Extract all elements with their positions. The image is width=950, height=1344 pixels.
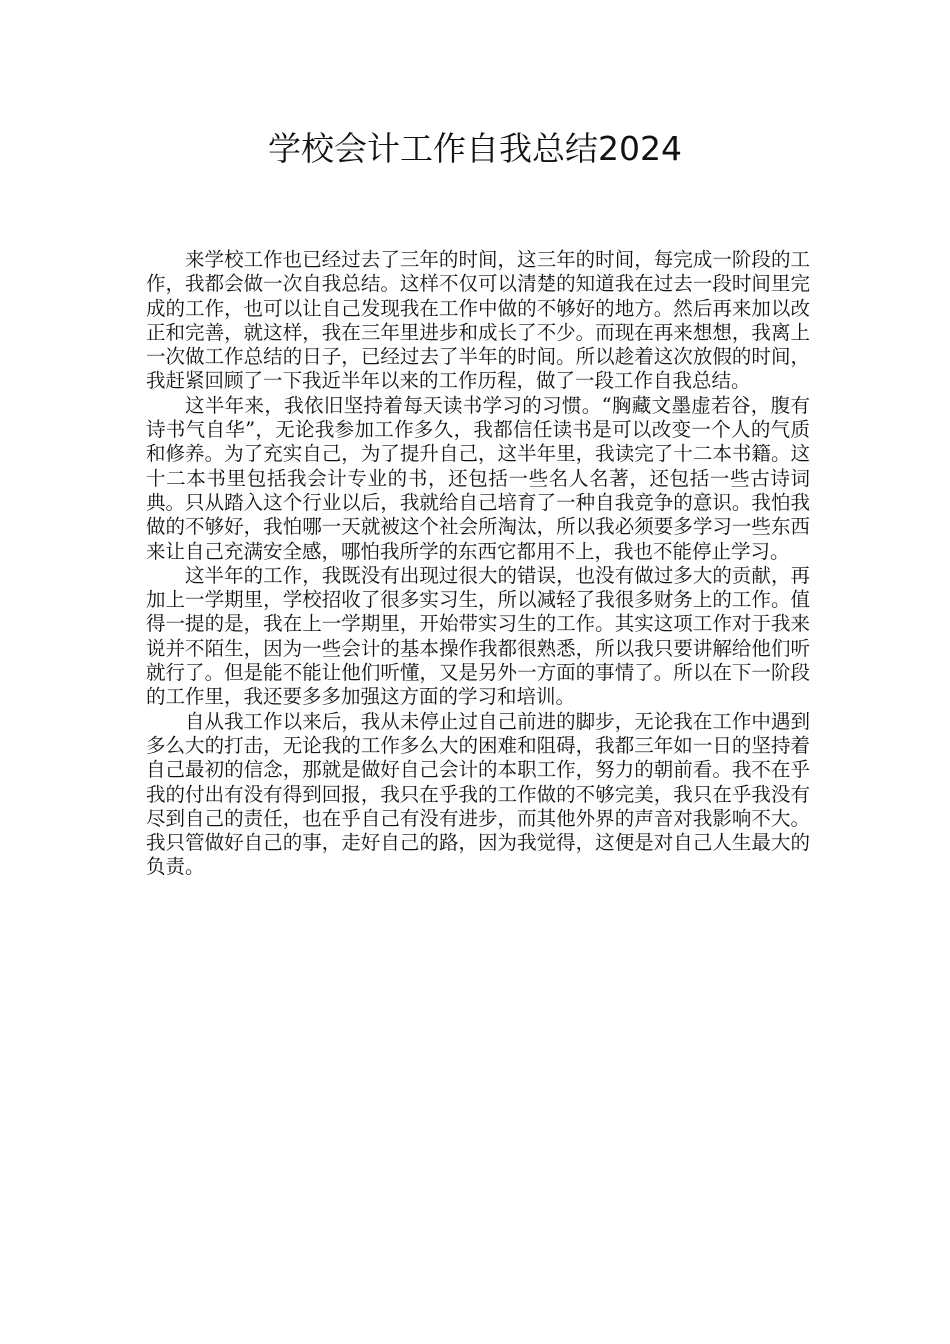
paragraph-2: 这半年来，我依旧坚持着每天读书学习的习惯。“胸藏文墨虚若谷，腹有诗书气自华”，无论我参加工作多久，我都信任读书是可以改变一个人的气质和修养。为了充实自己，为了提升自己，这半年里，我读完了十二本书籍。这十二本书里包括我会计专业的书，还包括一些名人名著，还包括一些古诗词典。只从踏入这个行业以后，我就给自己培育了一种自我竞争的意识。我怕我做的不够好，我怕哪一天就被这个社会所淘汰，所以我必须要多学习一些东西来让自己充满安全感，哪怕我所学的东西它都用不上，我也不能停止学习。	[146, 393, 810, 563]
paragraph-3: 这半年的工作，我既没有出现过很大的错误，也没有做过多大的贡献，再加上一学期里，学校招收了很多实习生，所以减轻了我很多财务上的工作。值得一提的是，我在上一学期里，开始带实习生的工作。其实这项工作对于我来说并不陌生，因为一些会计的基本操作我都很熟悉，所以我只要讲解给他们听就行了。但是能不能让他们听懂，又是另外一方面的事情了。所以在下一阶段的工作里，我还要多多加强这方面的学习和培训。	[146, 563, 810, 709]
document-body	[146, 248, 810, 880]
paragraph-1: 来学校工作也已经过去了三年的时间，这三年的时间，每完成一阶段的工作，我都会做一次自我总结。这样不仅可以清楚的知道我在过去一段时间里完成的工作，也可以让自己发现我在工作中做的不够好的地方。然后再来加以改正和完善，就这样，我在三年里进步和成长了不少。而现在再来想想，我离上一次做工作总结的日子，已经过去了半年的时间。所以趁着这次放假的时间，我赶紧回顾了一下我近半年以来的工作历程，做了一段工作自我总结。	[146, 248, 810, 393]
document-title: 学校会计工作自我总结2024	[268, 129, 682, 168]
paragraph-4: 自从我工作以来后，我从未停止过自己前进的脚步，无论我在工作中遇到多么大的打击，无论我的工作多么大的困难和阻碍，我都三年如一日的坚持着自己最初的信念，那就是做好自己会计的本职工作，努力的朝前看。我不在乎我的付出有没有得到回报，我只在乎我的工作做的不够完美，我只在乎我没有尽到自己的责任，也在乎自己有没有进步，而其他外界的声音对我影响不大。我只管做好自己的事，走好自己的路，因为我觉得，这便是对自己人生最大的负责。	[146, 709, 810, 879]
